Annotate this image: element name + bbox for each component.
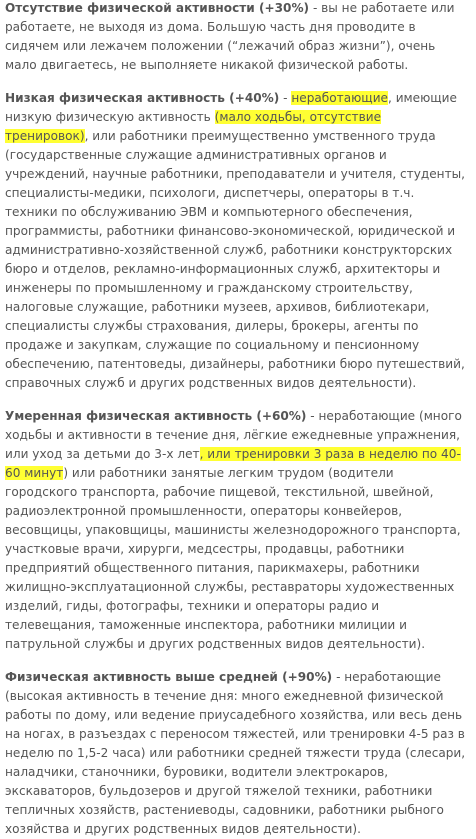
- activity-level-paragraph: [5, 89, 468, 393]
- description-text: - вы не работаете или работаете, не выходя из дома. Большую часть дня проводите в сидячем или лежачем положении (“лежачий образ жизни”), очень мало двигаетесь, не выполняете никакой физической работы.: [5, 1, 455, 72]
- activity-level-paragraph: [5, 407, 468, 654]
- activity-level-paragraph: [5, 0, 468, 75]
- description-text: , имеющие низкую физическую активность: [5, 91, 457, 124]
- highlighted-text: неработающие: [291, 91, 388, 105]
- description-text: -: [279, 91, 292, 105]
- highlighted-text: (мало ходьбы, отсутствие тренировок): [5, 110, 382, 143]
- activity-level-heading: Физическая активность выше средней (+90%): [5, 670, 333, 684]
- description-text: - неработающие (много ходьбы и активности в течение дня, лёгкие ежедневные упражнения, или уход за детьми до 3-х лет: [5, 409, 462, 461]
- activity-level-paragraph: [5, 668, 468, 839]
- description-text: , или работники преимущественно умственного труда (государственные служащие административных органов и учреждений, научные работники, преподаватели и учителя, студенты, специалисты-медики, психологи, диспетчеры, операторы в т.ч. техники по обслуживанию ЭВМ и компьютерного обеспечения, программисты, работники финансово-экономической, юридической и административно-хозяйственной служб, работники конструкторских бюро и отделов, рекламно-информационных служб, архитекторы и инженеры по промышленному и гражданскому строительству, налоговые служащие, работники музеев, архивов, библиотекари, специалисты службы страхования, дилеры, брокеры, агенты по продаже и закупкам, служащие по социальному и пенсионному обеспечению, патентоведы, дизайнеры, работники бюро путешествий, справочных служб и других родственных видов деятельности).: [5, 129, 466, 390]
- activity-level-heading: Отсутствие физической активности (+30%): [5, 1, 310, 15]
- activity-level-heading: Низкая физическая активность (+40%): [5, 91, 280, 105]
- highlighted-text: , или тренировки 3 раза в неделю по 40-60 минут: [5, 447, 461, 480]
- activity-level-heading: Умеренная физическая активность (+60%): [5, 409, 307, 423]
- description-text: ) или работники занятые легким трудом (водители городского транспорта, рабочие пищевой, текстильной, швейной, радиоэлектронной промышленности, операторы конвейеров, весовщицы, упаковщицы, машинисты железнодорожного транспорта, участковые врачи, хирурги, медсестры, продавцы, работники предприятий общественного питания, парикмахеры, работники жилищно-эксплуатационной службы, реставраторы художественных изделий, гиды, фотографы, техники и операторы радио и телевещания, таможенные инспектора, работники милиции и патрульной службы и других родственных видов деятельности).: [5, 466, 461, 651]
- description-text: - неработающие (высокая активность в течение дня: много ежедневной физической работы по дому, или ведение приусадебного хозяйства, или весь день на ногах, в разъездах с переносом тяжестей, или тренировки 4-5 раз в неделю по 1,5-2 часа) или работники средней тяжести труда (слесари, наладчики, станочники, буровики, водители электрокаров, экскаваторов, бульдозеров и другой тяжелой техники, работники тепличных хозяйств, растениеводы, садовники, работники рыбного хозяйства и других родственных видов деятельности).: [5, 670, 466, 836]
